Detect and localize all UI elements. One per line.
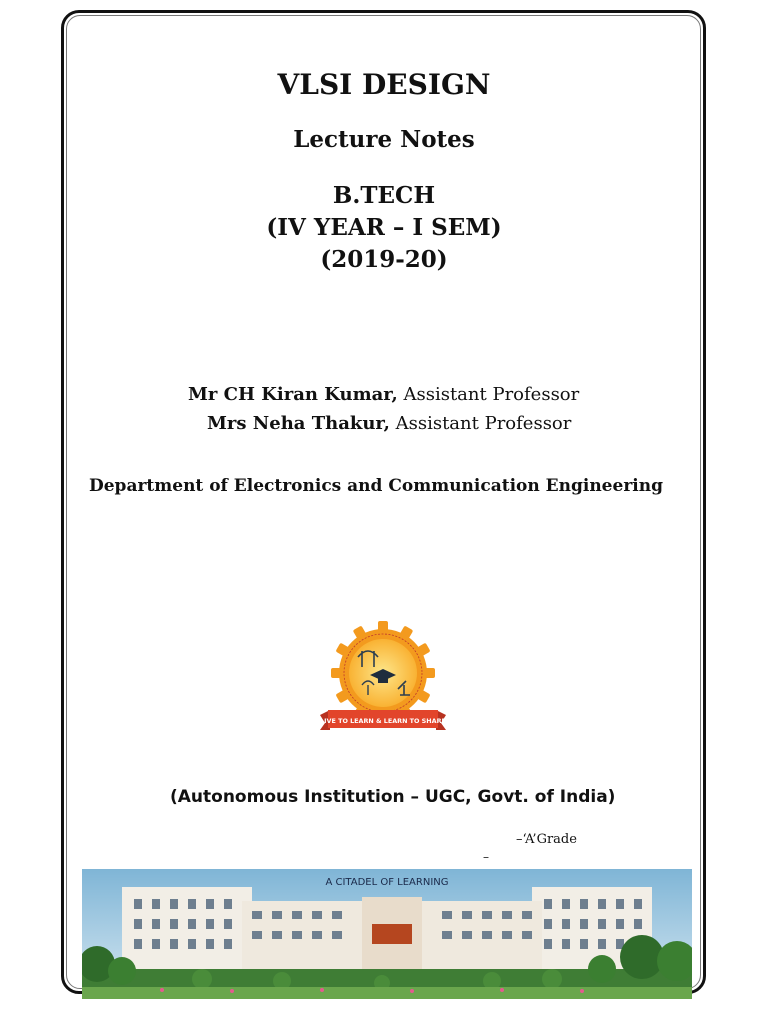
author-role: Assistant Professor: [403, 384, 580, 405]
degree: B.TECH: [332, 182, 436, 209]
building: [122, 887, 652, 977]
document-subtitle: Lecture Notes: [293, 126, 475, 153]
campus-photo: [82, 869, 692, 999]
banner-ribbon: [320, 710, 446, 730]
author-name: Mr CH Kiran Kumar,: [188, 384, 398, 405]
campus-banner-text: A CITADEL OF LEARNING: [325, 877, 449, 888]
author-name: Mrs Neha Thakur,: [207, 413, 390, 434]
department: Department of Electronics and Communication Engineering: [89, 476, 663, 496]
page-border-inner: [66, 15, 701, 989]
semester: (IV YEAR – I SEM): [266, 214, 502, 241]
program-block: [0, 180, 768, 276]
author-2: [207, 413, 571, 434]
author-role: Assistant Professor: [395, 413, 572, 434]
college-logo: [316, 615, 450, 747]
dash-mark: –: [483, 850, 489, 864]
institution-status: (Autonomous Institution – UGC, Govt. of India): [170, 787, 616, 807]
grade-text: –‘A’Grade: [516, 832, 577, 847]
college-logo-graphic: [316, 615, 450, 747]
campus-illustration: [82, 869, 692, 999]
session: (2019-20): [320, 246, 448, 273]
author-1: [188, 384, 579, 405]
logo-motto: LIVE TO LEARN & LEARN TO SHARE: [320, 717, 446, 725]
document-title: VLSI DESIGN: [277, 68, 491, 101]
